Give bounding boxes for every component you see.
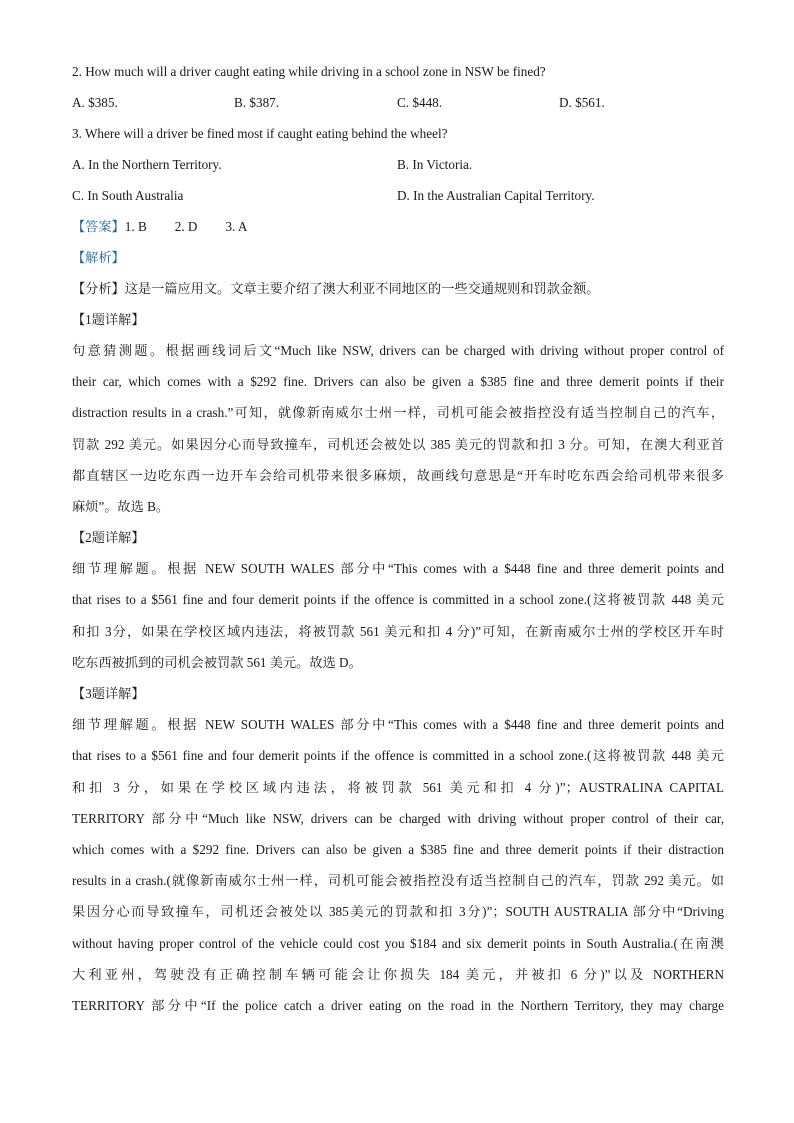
answer-item-3: 3. A bbox=[225, 219, 248, 234]
q3-detail-line-8: without having proper control of the vehicle could cost you $184 and six demerit points in South Australia.(在南澳 bbox=[72, 936, 724, 951]
q1-detail-line-5: 都直辖区一边吃东西一边开车会给司机带来很多麻烦，故画线句意思是“开车时吃东西会给司机带来很多 bbox=[72, 468, 724, 483]
question-2-stem: 2. How much will a driver caught eating while driving in a school zone in NSW be fined? bbox=[72, 64, 546, 79]
q3-detail-line-7: 果因分心而导致撞车，司机还会被处以 385美元的罚款和扣 3分)”；SOUTH AUSTRALIA 部分中“Driving bbox=[72, 904, 724, 919]
q2-detail-heading: 【2题详解】 bbox=[72, 530, 145, 545]
analysis-summary: 【分析】这是一篇应用文。文章主要介绍了澳大利亚不同地区的一些交通规则和罚款金额。 bbox=[72, 281, 600, 296]
question-3-option-a: A. In the Northern Territory. bbox=[72, 157, 222, 172]
q3-detail-line-1: 细节理解题。根据 NEW SOUTH WALES 部分中“This comes with a $448 fine and three demerit points and bbox=[72, 717, 724, 732]
q2-detail-line-4: 吃东西被抓到的司机会被罚款 561 美元。故选 D。 bbox=[72, 655, 362, 670]
answer-item-1: 1. B bbox=[124, 219, 147, 234]
q2-detail-line-2: that rises to a $561 fine and four demerit points if the offence is committed in a school zone.(这将被罚款 448 美元 bbox=[72, 592, 724, 607]
answer-row bbox=[72, 217, 247, 237]
analysis-label: 【解析】 bbox=[72, 250, 125, 265]
q3-detail-line-2: that rises to a $561 fine and four demerit points if the offence is committed in a school zone.(这将被罚款 448 美元 bbox=[72, 748, 724, 763]
question-2-option-b: B. $387. bbox=[234, 95, 280, 110]
q3-detail-heading: 【3题详解】 bbox=[72, 686, 145, 701]
question-2-option-a: A. $385. bbox=[72, 95, 118, 110]
question-2-option-c: C. $448. bbox=[397, 95, 443, 110]
question-3-option-c: C. In South Australia bbox=[72, 188, 184, 203]
question-2-option-d: D. $561. bbox=[559, 95, 605, 110]
answer-label: 【答案】 bbox=[72, 219, 125, 234]
answer-item-2: 2. D bbox=[174, 219, 198, 234]
q1-detail-line-2: their car, which comes with a $292 fine. Drivers can also be given a $385 fine and three demerit points if their bbox=[72, 374, 724, 389]
q3-detail-line-9: 大利亚州，驾驶没有正确控制车辆可能会让你损失 184 美元，并被扣 6 分)”以及 NORTHERN bbox=[72, 967, 724, 982]
q1-detail-line-3: distraction results in a crash.”可知，就像新南威尔士州一样，司机可能会被指控没有适当控制自己的汽车， bbox=[72, 405, 724, 420]
q2-detail-line-1: 细节理解题。根据 NEW SOUTH WALES 部分中“This comes with a $448 fine and three demerit points and bbox=[72, 561, 724, 576]
q3-detail-line-4: TERRITORY 部分中“Much like NSW, drivers can be charged with driving without proper control of their car, bbox=[72, 811, 724, 826]
q3-detail-line-6: results in a crash.(就像新南威尔士州一样，司机可能会被指控没有适当控制自己的汽车，罚款 292 美元。如 bbox=[72, 873, 724, 888]
question-3-option-d: D. In the Australian Capital Territory. bbox=[397, 188, 595, 203]
question-3-option-b: B. In Victoria. bbox=[397, 157, 473, 172]
q1-detail-line-6: 麻烦”。故选 B。 bbox=[72, 499, 170, 514]
q3-detail-line-5: which comes with a $292 fine. Drivers can also be given a $385 fine and three demerit points if their distraction bbox=[72, 842, 724, 857]
q1-detail-line-1: 句意猜测题。根据画线词后文“Much like NSW, drivers can be charged with driving without proper control of bbox=[72, 343, 724, 358]
q1-detail-heading: 【1题详解】 bbox=[72, 312, 145, 327]
question-3-stem: 3. Where will a driver be fined most if caught eating behind the wheel? bbox=[72, 126, 448, 141]
q3-detail-line-3: 和扣 3 分，如果在学校区域内违法，将被罚款 561 美元和扣 4 分)”；AUSTRALINA CAPITAL bbox=[72, 780, 724, 795]
q3-detail-line-10: TERRITORY 部分中“If the police catch a driver eating on the road in the Northern Territory, they may charge bbox=[72, 998, 724, 1013]
q1-detail-line-4: 罚款 292 美元。如果因分心而导致撞车，司机还会被处以 385 美元的罚款和扣 3 分。可知，在澳大利亚首 bbox=[72, 437, 724, 452]
q2-detail-line-3: 和扣 3分，如果在学校区域内违法，将被罚款 561 美元和扣 4 分)”可知，在新南威尔士州的学校区开车时 bbox=[72, 624, 724, 639]
